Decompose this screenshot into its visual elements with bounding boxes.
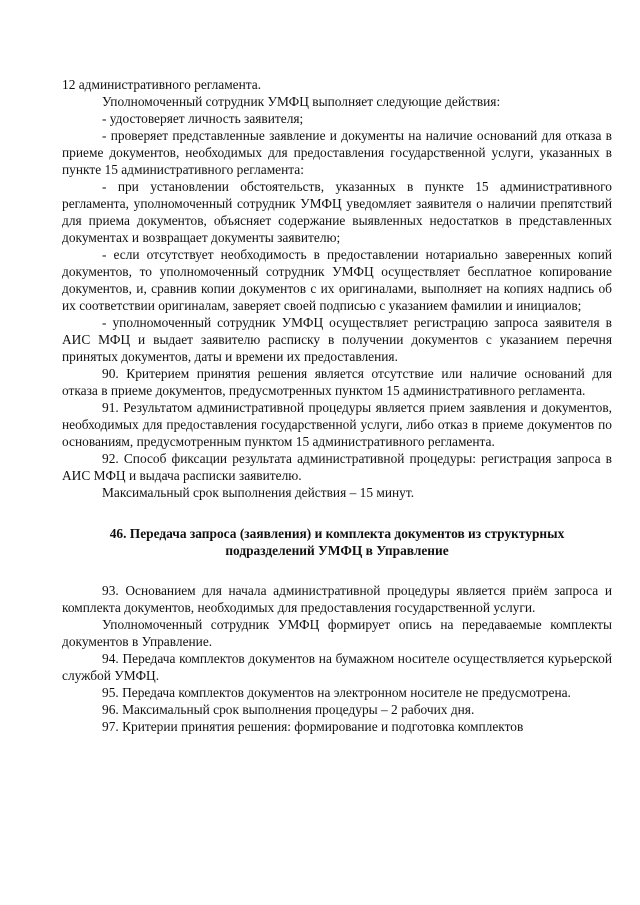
paragraph-95: 95. Передача комплектов документов на электронном носителе не предусмотрена. [102, 685, 571, 700]
paragraph-93: 93. Основанием для начала административной процедуры является приём запроса и комплекта документов, необходимых для предоставления государственной услуги. [62, 583, 612, 615]
section-heading-line-1: 46. Передача запроса (заявления) и комплекта документов из структурных [109, 526, 565, 541]
paragraph-96: 96. Максимальный срок выполнения процедуры – 2 рабочих дня. [102, 702, 475, 717]
paragraph-obstacles-notice: - при установлении обстоятельств, указанных в пункте 15 административного регламента, уполномоченный сотрудник УМФЦ уведомляет заявителя о наличии препятствий для приема документов, объясняет содержание выявленных недостатков в представленных документах и возвращает документы заявителю; [62, 179, 612, 245]
paragraph-continuation: 12 административного регламента. [62, 77, 262, 92]
paragraph-registration: - уполномоченный сотрудник УМФЦ осуществляет регистрацию запроса заявителя в АИС МФЦ и выдает заявителю расписку в получении документов с указанием перечня принятых документов, даты и времени их предоставления. [62, 315, 612, 364]
document-page [62, 76, 612, 735]
paragraph-92: 92. Способ фиксации результата административной процедуры: регистрация запроса в АИС МФЦ и выдача расписки заявителю. [62, 451, 612, 483]
paragraph-97: 97. Критерии принятия решения: формирование и подготовка комплектов [102, 719, 524, 734]
paragraph-inventory: Уполномоченный сотрудник УМФЦ формирует опись на передаваемые комплекты документов в Управление. [62, 617, 612, 649]
section-heading-46 [62, 525, 612, 559]
paragraph-documents-check: - проверяет представленные заявление и документы на наличие оснований для отказа в приеме документов, необходимых для предоставления государственной услуги, указанных в пункте 15 административного регламента: [62, 128, 612, 177]
paragraph-copying: - если отсутствует необходимость в предоставлении нотариально заверенных копий документов, то уполномоченный сотрудник УМФЦ осуществляет бесплатное копирование документов, и, сравнив копии документов с их оригиналами, выполняет на копиях надпись об их соответствии оригиналам, заверяет своей подписью с указанием фамилии и инициалов; [62, 247, 612, 313]
paragraph-94: 94. Передача комплектов документов на бумажном носителе осуществляется курьерской службой УМФЦ. [62, 651, 612, 683]
paragraph-91: 91. Результатом административной процедуры является прием заявления и документов, необходимых для предоставления государственной услуги, либо отказ в приеме документов по основаниям, предусмотренным пунктом 15 административного регламента. [62, 400, 612, 449]
section-heading-line-2: подразделений УМФЦ в Управление [225, 543, 449, 558]
paragraph-identity-check: - удостоверяет личность заявителя; [102, 111, 304, 126]
paragraph-90: 90. Критерием принятия решения является отсутствие или наличие оснований для отказа в приеме документов, предусмотренных пунктом 15 административного регламента. [62, 366, 612, 398]
paragraph-max-time: Максимальный срок выполнения действия – 15 минут. [102, 485, 415, 500]
paragraph-actions-intro: Уполномоченный сотрудник УМФЦ выполняет следующие действия: [102, 94, 501, 109]
